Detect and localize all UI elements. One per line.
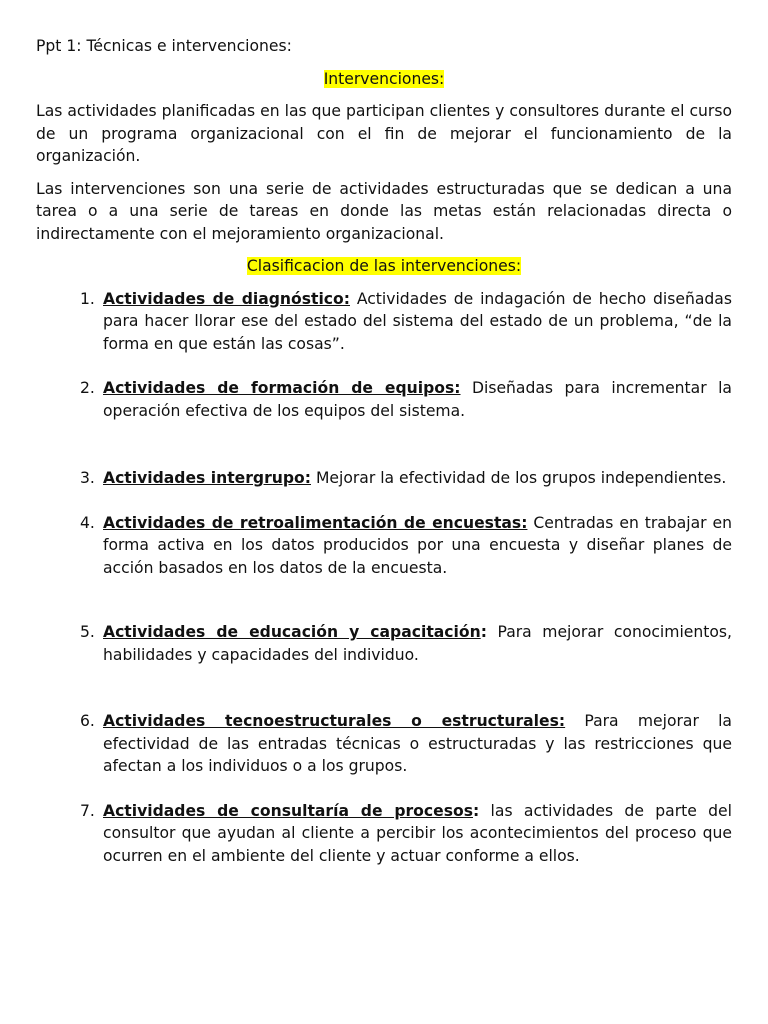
heading-intervenciones (36, 68, 732, 91)
list-number: 6. (80, 712, 95, 730)
list-item (36, 621, 732, 666)
item-description: Diseñadas para incrementar la operación efectiva de los equipos del sistema. (103, 379, 732, 420)
item-term: Actividades de formación de equipos: (103, 379, 461, 397)
list-item (36, 377, 732, 422)
item-description: las actividades de parte del consultor que ayudan al cliente a percibir los acontecimientos del proceso que ocurren en el ambiente del cliente y actuar conforme a ellos. (103, 801, 732, 865)
heading-clasificacion (36, 255, 732, 278)
list-item (36, 710, 732, 778)
document-header: Ppt 1: Técnicas e intervenciones: (36, 37, 292, 55)
list-number: 1. (80, 289, 95, 308)
document-body (36, 35, 732, 867)
intervention-list (36, 288, 732, 868)
paragraph-description: Las intervenciones son una serie de actividades estructuradas que se dedican a una tarea o a una serie de tareas en donde las metas están relacionadas directa o indirectamente con el mejoramiento organizacional. (36, 179, 732, 243)
list-item (36, 467, 732, 490)
paragraph-definition: Las actividades planificadas en las que participan clientes y consultores durante el curso de un programa organizacional con el fin de mejorar el funcionamiento de la organización. (36, 102, 732, 165)
item-term: Actividades de retroalimentación de encuestas: (103, 513, 528, 532)
list-number: 4. (80, 513, 95, 532)
item-description: Para mejorar conocimientos, habilidades y capacidades del individuo. (103, 623, 733, 664)
item-term: Actividades de diagnóstico: (103, 289, 350, 308)
item-term: Actividades intergrupo: (103, 469, 311, 487)
item-term: Actividades tecnoestructurales o estructurales: (103, 712, 566, 730)
list-item (36, 800, 732, 868)
item-description: Actividades de indagación de hecho diseñadas para hacer llorar ese del estado del sistema del estado de un problema, “de la forma en que están las cosas”. (103, 289, 732, 353)
list-item (36, 288, 732, 356)
item-colon: : (472, 801, 480, 820)
list-number: 7. (80, 801, 95, 820)
item-description: Centradas en trabajar en forma activa en los datos producidos por una encuesta y diseñar planes de acción basados en los datos de la encuesta. (103, 513, 732, 577)
list-number: 2. (80, 379, 95, 397)
item-colon: : (480, 623, 487, 641)
item-description: Mejorar la efectividad de los grupos independientes. (311, 469, 727, 487)
highlighted-heading-text: Intervenciones: (323, 69, 445, 88)
list-number: 5. (80, 623, 95, 641)
item-term: Actividades de consultaría de procesos (103, 801, 473, 820)
list-number: 3. (80, 469, 95, 487)
highlighted-heading-text: Clasificacion de las intervenciones: (246, 257, 522, 275)
item-description: Para mejorar la efectividad de las entradas técnicas o estructuradas y las restricciones que afectan a los individuos o a los grupos. (103, 712, 732, 775)
list-item (36, 512, 732, 580)
item-term: Actividades de educación y capacitación (103, 623, 481, 641)
